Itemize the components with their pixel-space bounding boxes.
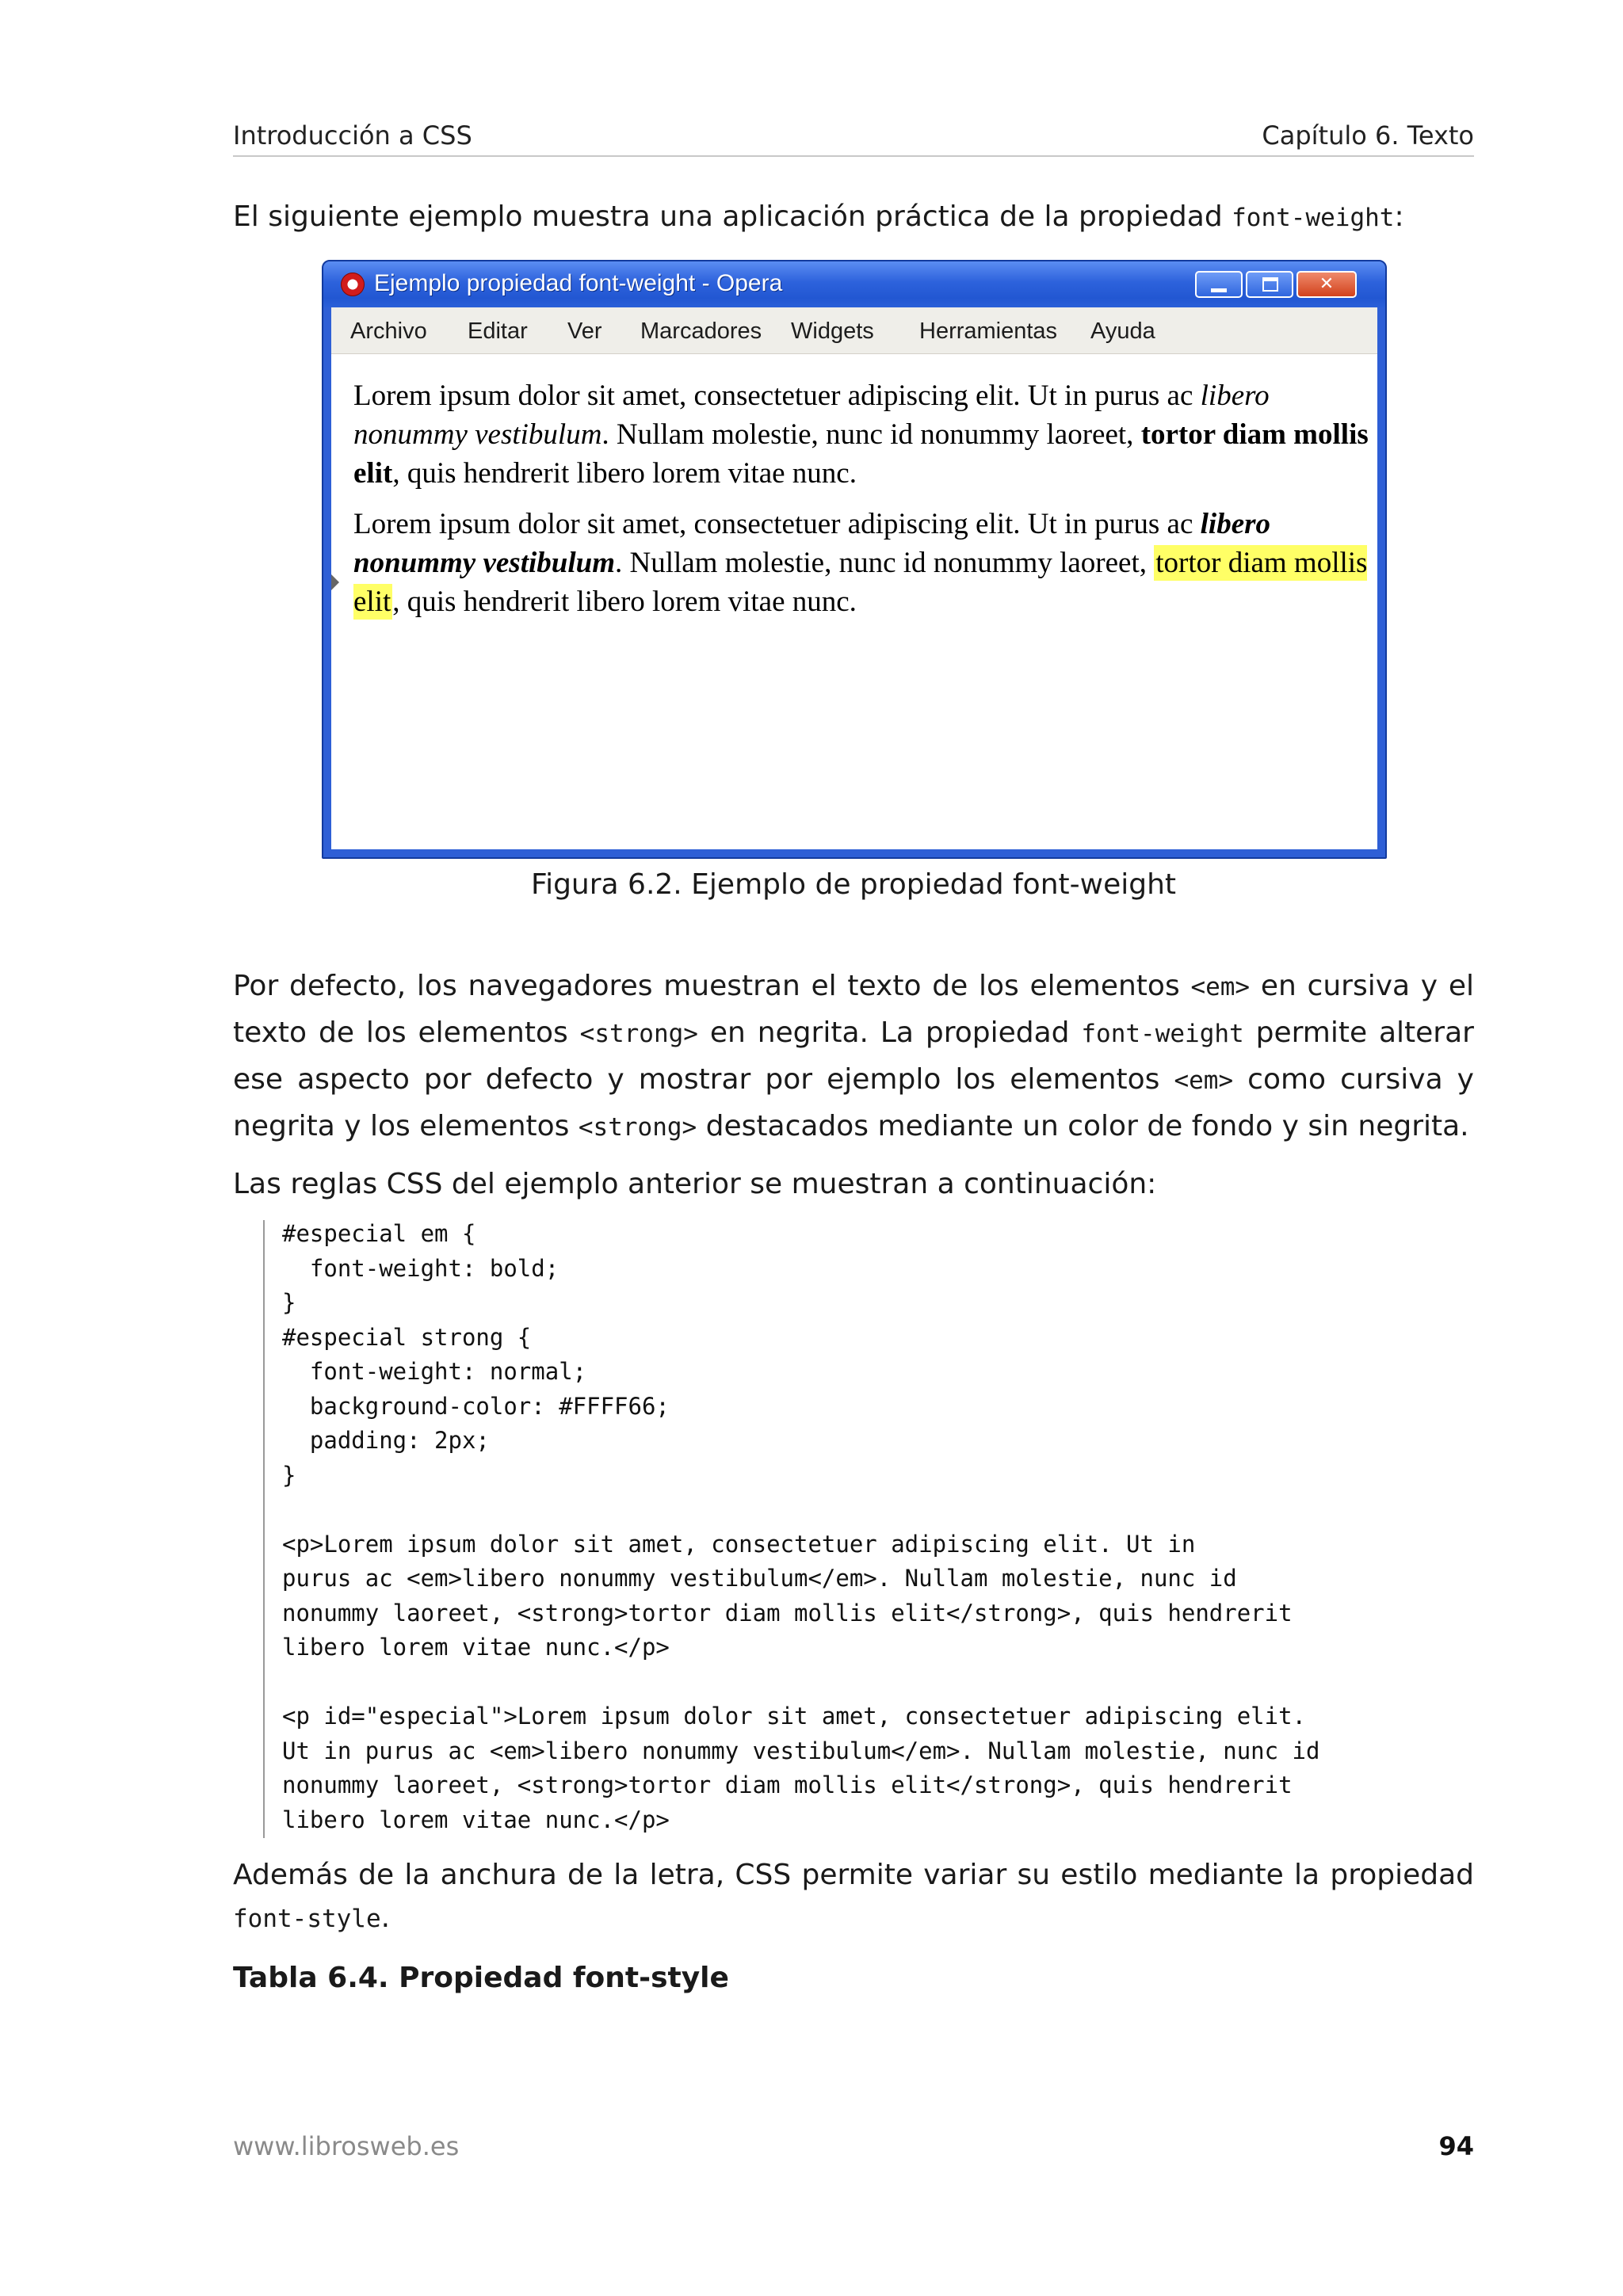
menu-editar: Editar: [468, 318, 528, 344]
body-paragraph-3: Además de la anchura de la letra, CSS permite variar su estilo mediante la propiedad font-style.: [233, 1859, 1474, 1934]
menu-archivo: Archivo: [350, 318, 427, 344]
inline-code: font-weight: [1232, 204, 1395, 232]
browser-window-screenshot: [322, 260, 1387, 859]
menu-widgets: Widgets: [791, 318, 874, 344]
minimize-button: [1195, 271, 1243, 298]
table-title: Tabla 6.4. Propiedad font-style: [233, 1962, 729, 1994]
browser-viewport: [331, 354, 1377, 849]
highlighted-text: tortor diam mollis elit: [353, 547, 1368, 618]
close-icon: ✕: [1319, 274, 1335, 294]
menu-ver: Ver: [567, 318, 602, 344]
menu-herramientas: Herramientas: [919, 318, 1058, 344]
maximize-button: [1246, 271, 1293, 298]
opera-logo-icon: [341, 273, 365, 296]
close-button: [1296, 271, 1357, 298]
header-chapter: Capítulo 6. Texto: [1262, 120, 1474, 151]
page-number: 94: [1438, 2131, 1474, 2161]
menu-marcadores: Marcadores: [640, 318, 762, 344]
window-title: Ejemplo propiedad font-weight - Opera: [374, 270, 783, 296]
window-titlebar: [323, 261, 1385, 307]
code-block: #especial em { font-weight: bold; } #especial strong { font-weight: normal; background-color: #FFFF66; padding: 2px; } <p>Lorem ipsum dolor sit amet, consectetuer adipiscing elit. Ut in purus ac <em>libero nonummy vestibulum</em>. Nullam molestie, nunc id nonummy laoreet, <strong>tortor diam mollis elit</strong>, quis hendrerit libero lorem vitae nunc.</p> <p id="especial">Lorem ipsum dolor sit amet, consectetuer adipiscing elit. Ut in purus ac <em>libero nonummy vestibulum</em>. Nullam molestie, nunc id nonummy laoreet, <strong>tortor diam mollis elit</strong>, quis hendrerit libero lorem vitae nunc.</p>: [282, 1220, 1320, 1833]
code-block-rule: [263, 1220, 265, 1838]
example-paragraph-default: Lorem ipsum dolor sit amet, consectetuer adipiscing elit. Ut in purus ac libero nonummy vestibulum. Nullam molestie, nunc id nonummy laoreet, tortor diam mollis elit, quis hendrerit libero lorem vitae nunc.: [353, 379, 1369, 490]
footer-site: www.librosweb.es: [233, 2131, 460, 2161]
running-header: [233, 120, 1474, 155]
intro-paragraph: El siguiente ejemplo muestra una aplicación práctica de la propiedad font-weight:: [233, 200, 1404, 233]
body-paragraph-2: Las reglas CSS del ejemplo anterior se muestran a continuación:: [233, 1168, 1157, 1200]
example-paragraph-especial: Lorem ipsum dolor sit amet, consectetuer adipiscing elit. Ut in purus ac libero nonummy vestibulum. Nullam molestie, nunc id nonummy laoreet, tortor diam mollis elit, quis hendrerit libero lorem vitae nunc.: [353, 508, 1368, 618]
browser-menubar: [331, 307, 1377, 354]
document-page: [233, 0, 1474, 2296]
maximize-icon: [1262, 277, 1278, 292]
body-paragraph-1: Por defecto, los navegadores muestran el texto de los elementos <em> en cursiva y el texto de los elementos <strong> en negrita. La propiedad font-weight permite alterar ese aspecto por defecto y mostrar por ejemplo los elementos <em> como cursiva y negrita y los elementos <strong> destacados mediante un color de fondo y sin negrita.: [233, 970, 1474, 1142]
minimize-icon: [1211, 288, 1227, 292]
figure-caption: Figura 6.2. Ejemplo de propiedad font-weight: [530, 868, 1177, 901]
menu-ayuda: Ayuda: [1090, 318, 1155, 344]
caret-right-icon: [331, 574, 339, 590]
header-book-title: Introducción a CSS: [233, 120, 472, 151]
header-rule: [233, 155, 1474, 157]
